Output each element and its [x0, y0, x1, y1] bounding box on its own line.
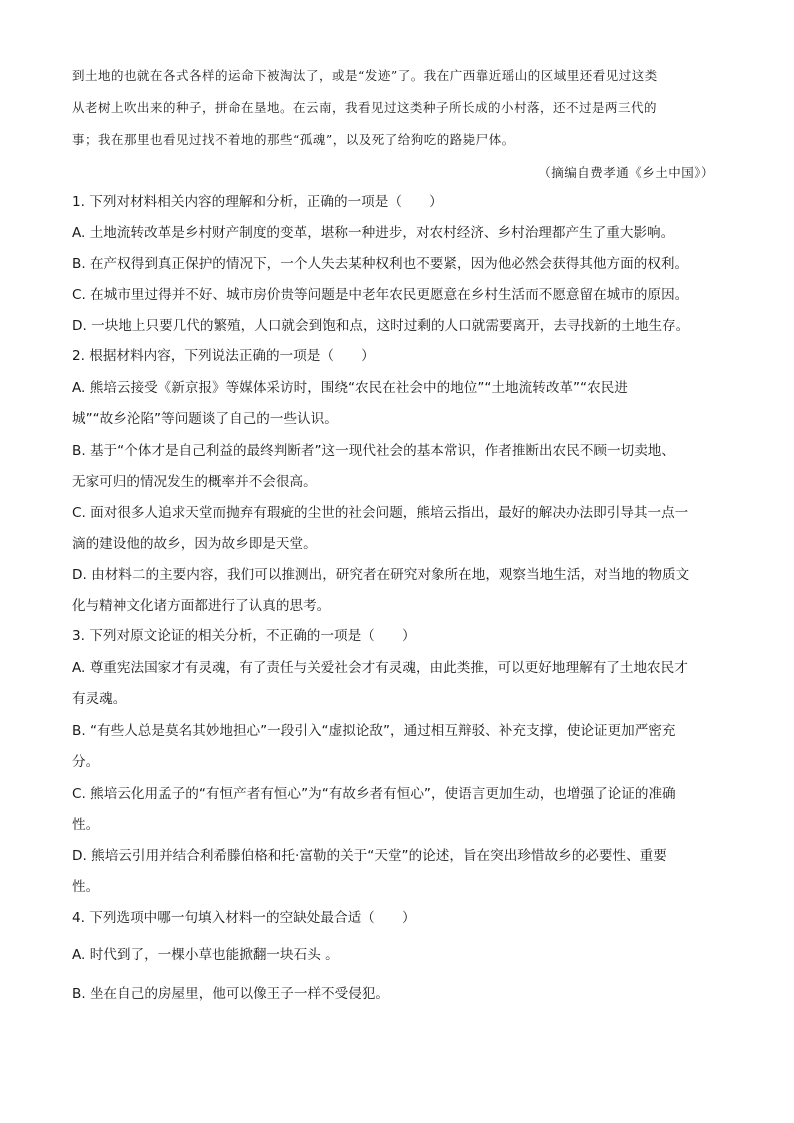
question-2-option-b-line-1: B. 基于“个体才是自己利益的最终判断者”这一现代社会的基本常识，作者推断出农民不顾一切卖地、 — [72, 443, 675, 459]
question-3-option-c-line-2: 性。 — [72, 817, 100, 833]
question-2-option-c-line-2: 滴的建设他的故乡，因为故乡即是天堂。 — [72, 536, 317, 552]
question-3-option-b-line-1: B. “有些人总是莫名其妙地担心”一段引入“虚拟论敌”，通过相互辩驳、补充支撑，使论证更加严密充 — [72, 723, 676, 739]
question-3-option-c-line-1: C. 熊培云化用孟子的“有恒产者有恒心”为“有故乡者有恒心”，使语言更加生动，也增强了论证的准确 — [72, 786, 676, 802]
question-1-option-b: B. 在产权得到真正保护的情况下，一个人失去某种权利也不要紧，因为他必然会获得其他方面的权利。 — [72, 256, 689, 272]
excerpt-source: （摘编自费孝通《乡土中国》） — [538, 165, 714, 180]
excerpt-line-1: 到土地的也就在各式各样的运命下被淘汰了，或是“发迹”了。我在广西靠近瑶山的区域里还看见过这类 — [72, 68, 658, 83]
question-1-option-d: D. 一块地上只要几代的繁殖，人口就会到饱和点，这时过剩的人口就需要离开，去寻找新的土地生存。 — [72, 318, 690, 334]
question-2-option-c-line-1: C. 面对很多人追求天堂而抛弃有瑕疵的尘世的社会问题，熊培云指出，最好的解决办法即引导其一点一 — [72, 505, 689, 521]
question-1-option-a: A. 土地流转改革是乡村财产制度的变革，堪称一种进步，对农村经济、乡村治理都产生了重大影响。 — [72, 225, 675, 241]
question-3-option-d-line-2: 性。 — [72, 879, 100, 895]
question-3-option-a-line-1: A. 尊重宪法国家才有灵魂，有了责任与关爱社会才有灵魂，由此类推，可以更好地理解有了土地农民才 — [72, 660, 688, 676]
question-2-option-d-line-1: D. 由材料二的主要内容，我们可以推测出，研究者在研究对象所在地，观察当地生活，对当地的物质文 — [72, 567, 690, 583]
question-1-option-c: C. 在城市里过得并不好、城市房价贵等问题是中老年农民更愿意在乡村生活而不愿意留在城市的原因。 — [72, 287, 689, 303]
question-3-option-b-line-2: 分。 — [72, 754, 100, 770]
question-2-option-b-line-2: 无家可归的情况发生的概率并不会很高。 — [72, 474, 317, 490]
question-2-option-d-line-2: 化与精神文化诸方面都进行了认真的思考。 — [72, 598, 331, 614]
excerpt-line-2: 从老树上吹出来的种子，拼命在垦地。在云南，我看见过这类种子所长成的小村落，还不过是两三代的 — [72, 100, 658, 115]
question-2-stem: 2. 根据材料内容，下列说法正确的一项是（ ） — [72, 348, 375, 364]
question-3-option-a-line-2: 有灵魂。 — [72, 691, 127, 707]
excerpt-line-3: 事；我在那里也看见过找不着地的那些“孤魂”，以及死了给狗吃的路毙尸体。 — [72, 132, 515, 147]
question-4-option-b: B. 坐在自己的房屋里，他可以像王子一样不受侵犯。 — [72, 986, 390, 1002]
question-3-stem: 3. 下列对原文论证的相关分析，不正确的一项是（ ） — [72, 628, 416, 644]
question-4-option-a: A. 时代到了，一棵小草也能掀翻一块石头 。 — [72, 947, 339, 963]
question-2-option-a-line-2: 城”“故乡沦陷”等问题谈了自己的一些认识。 — [72, 411, 338, 427]
question-2-option-a-line-1: A. 熊培云接受《新京报》等媒体采访时，围绕“农民在社会中的地位”“土地流转改革”“农民进 — [72, 380, 628, 396]
question-4-stem: 4. 下列选项中哪一句填入材料一的空缺处最合适（ ） — [72, 910, 416, 926]
question-3-option-d-line-1: D. 熊培云引用并结合利希滕伯格和托·富勒的关于“天堂”的论述，旨在突出珍惜故乡的必要性、重要 — [72, 848, 667, 864]
question-1-stem: 1. 下列对材料相关内容的理解和分析，正确的一项是（ ） — [72, 194, 443, 210]
